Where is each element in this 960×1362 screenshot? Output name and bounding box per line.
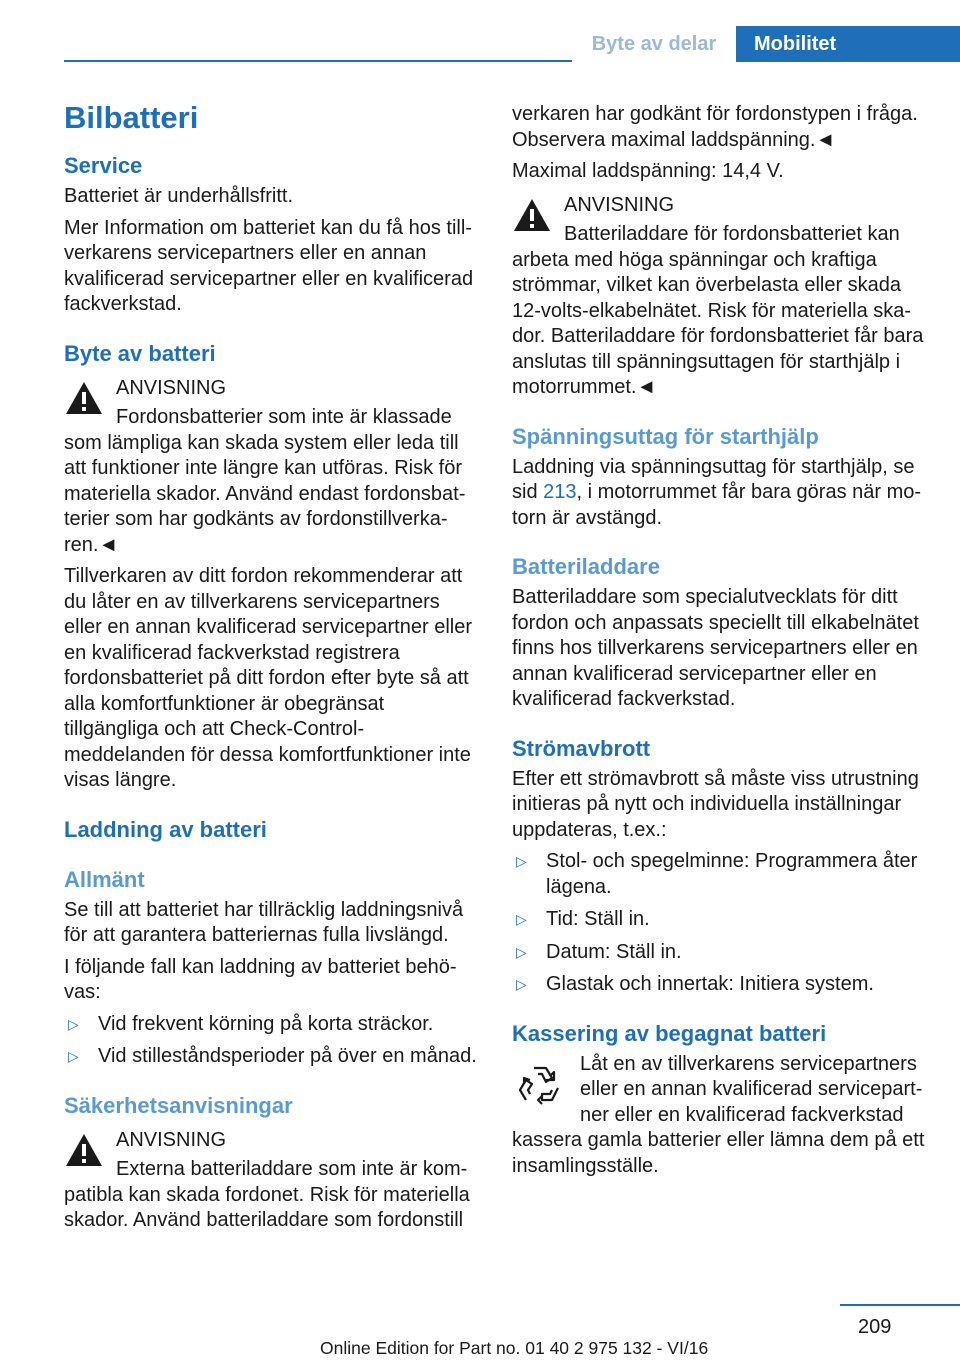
warning-block-3: [512, 193, 926, 401]
byte-heading: Byte av batteri: [64, 340, 216, 366]
continuation-paragraph: verkaren har godkänt för fordonstypen i fråga. Observera maximal laddspänning.◄: [512, 103, 918, 151]
header-section-tab: Byte av delar: [572, 26, 736, 62]
strom-list: [512, 849, 926, 998]
warning-text: Fordonsbatterier som inte är klassade som lämpliga kan skada system eller leda till att funktioner inte längre kan utföras. Risk för materiella skador. Använd endast fordonsbatterier som har godkänts av fordonstillverkaren.◄: [64, 406, 466, 556]
warning-title: ANVISNING: [116, 1128, 227, 1151]
kassering-block: [512, 1052, 926, 1180]
recycling-icon: [512, 1058, 568, 1114]
page-number-rule: [840, 1304, 960, 1306]
warning-title: ANVISNING: [116, 376, 227, 399]
page-number: 209: [858, 1316, 892, 1338]
laddning-heading: Laddning av batteri: [64, 816, 267, 842]
strom-heading: Strömavbrott: [512, 735, 651, 761]
right-column: [512, 102, 926, 1179]
list-item: ▷ Glastak och innertak: Initiera system.: [512, 972, 926, 998]
triangle-bullet-icon: ▷: [516, 853, 527, 869]
byte-paragraph: Tillverkaren av ditt fordon rekommenderar att du låter en av tillverkarens servicepartners eller en annan kvalificerad servicepartner eller en kvalificerad fackverkstad registrera fordonsbatteriet på ditt fordon efter byte så att alla komfortfunktioner är obegränsat tillgängliga och att Check-Control-meddelanden för dessa komfortfunktioner inte visas längre.: [64, 565, 472, 791]
kassering-heading: Kassering av begagnat batteri: [512, 1020, 827, 1046]
strom-paragraph: Efter ett strömavbrott så måste viss utrustning initieras på nytt och individuella inställningar uppdateras, t.ex.:: [512, 767, 919, 841]
page-title: Bilbatteri: [64, 100, 199, 135]
triangle-bullet-icon: ▷: [516, 943, 527, 960]
service-paragraph-1: Batteriet är underhållsfritt.: [64, 185, 293, 207]
spanning-heading: Spänningsuttag för starthjälp: [512, 423, 819, 449]
list-item: ▷ Vid frekvent körning på korta sträckor.: [64, 1012, 478, 1038]
max-voltage-paragraph: Maximal laddspänning: 14,4 V.: [512, 160, 784, 182]
list-item: ▷ Tid: Ställ in.: [512, 907, 926, 933]
left-column: [64, 98, 478, 1240]
warning-text: Batteriladdare för fordonsbatteriet kan arbeta med höga spänningar och kraftiga strömmar, vilket kan överbelasta eller skada 12-volts-elkabelnätet. Risk för materiella skador. Batteriladdare för fordonsbatteriet får bara anslutas till spänningsuttagen för starthjälp i motorrummet.◄: [512, 223, 924, 398]
laddare-heading: Batteriladdare: [512, 554, 660, 579]
kassering-paragraph: Låt en av tillverkarens servicepartners eller en annan kvalificerad servicepartner eller en kvalificerad fackverkstad kassera gamla batterier eller lämna dem på ett insamlingsställe.: [512, 1052, 925, 1177]
triangle-bullet-icon: ▷: [516, 911, 527, 927]
header-chapter-tab: Mobilitet: [736, 26, 960, 62]
footer-edition: Online Edition for Part no. 01 40 2 975 132 - VI/16: [320, 1338, 709, 1358]
triangle-bullet-icon: ▷: [516, 976, 527, 992]
allmant-paragraph-1: Se till att batteriet har tillräcklig laddningsnivå för att garantera batteriernas fulla livslängd.: [64, 898, 464, 946]
warning-triangle-icon: [512, 197, 552, 233]
allmant-list: [64, 1012, 478, 1070]
warning-title: ANVISNING: [564, 193, 675, 216]
page-link[interactable]: 213: [543, 481, 577, 503]
warning-block-1: [64, 376, 478, 559]
allmant-heading: Allmänt: [64, 866, 145, 892]
list-item: ▷ Stol- och spegelminne: Programmera åter lägena.: [516, 850, 918, 898]
triangle-bullet-icon: ▷: [68, 1048, 79, 1064]
triangle-bullet-icon: ▷: [68, 1015, 79, 1032]
list-item: ▷ Datum: Ställ in.: [512, 940, 926, 966]
warning-triangle-icon: [64, 1132, 104, 1168]
warning-triangle-icon: [64, 380, 104, 416]
sakerhet-heading: Säkerhetsanvisningar: [64, 1092, 293, 1118]
service-heading: Service: [64, 153, 143, 178]
spanning-paragraph: Laddning via spänningsuttag för starthjälp, se sid 213, i motorrummet får bara göras när motorn är avstängd.: [512, 455, 922, 529]
warning-block-2: [64, 1128, 478, 1234]
laddare-paragraph: Batteriladdare som specialutvecklats för ditt fordon och anpassats speciellt till elkabelnätet finns hos tillverkarens servicepartners eller en annan kvalificerad servicepartner eller en kvalificerad fackverkstad.: [512, 586, 919, 710]
list-item: ▷ Vid stilleståndsperioder på över en månad.: [64, 1044, 478, 1070]
allmant-paragraph-2: I följande fall kan laddning av batteriet behövas:: [64, 955, 457, 1003]
service-paragraph-2: Mer Information om batteriet kan du få hos tillverkarens servicepartners eller en annan kvalificerad servicepartner eller en kvalificerad fackverkstad.: [64, 216, 474, 315]
warning-text: Externa batteriladdare som inte är kompatibla kan skada fordonet. Risk för materiella skador. Använd batteriladdare som fordonstill: [64, 1158, 470, 1231]
